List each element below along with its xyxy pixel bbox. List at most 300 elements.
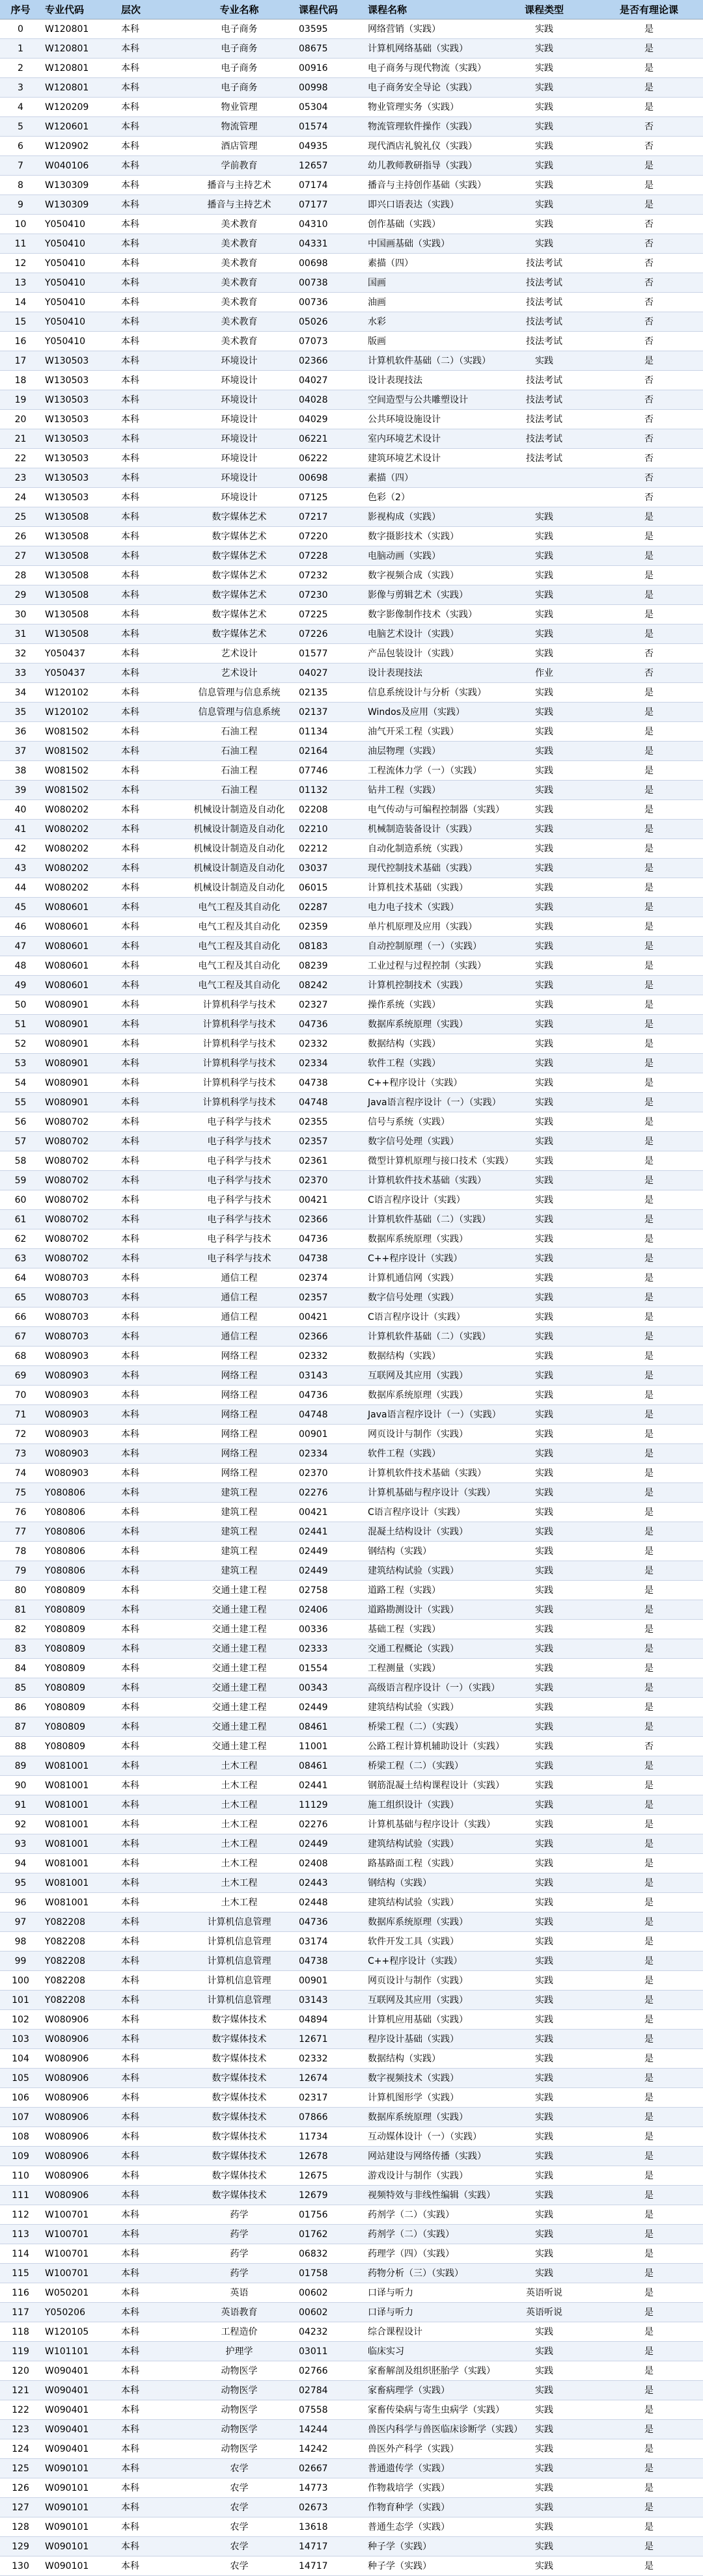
course-type: 技法考试 bbox=[493, 449, 595, 468]
major-name: 数字媒体技术 bbox=[184, 2069, 295, 2088]
course-type: 实践 bbox=[493, 1581, 595, 1600]
course-name: 计算机控制技术（实践） bbox=[364, 976, 493, 995]
course-name: 计算机网络基础（实践） bbox=[364, 39, 493, 59]
course-type: 实践 bbox=[493, 2088, 595, 2108]
has-theory: 是 bbox=[595, 1015, 703, 1034]
has-theory: 是 bbox=[595, 1327, 703, 1347]
course-code: 12675 bbox=[295, 2166, 364, 2186]
major-name: 计算机信息管理 bbox=[184, 1912, 295, 1932]
major-name: 石油工程 bbox=[184, 781, 295, 800]
table-row bbox=[0, 1776, 703, 1795]
major-code: W081502 bbox=[41, 761, 117, 781]
major-code: W080903 bbox=[41, 1366, 117, 1386]
table-row bbox=[0, 1366, 703, 1386]
course-name: 网站建设与网络传播（实践） bbox=[364, 2147, 493, 2166]
course-type: 实践 bbox=[493, 722, 595, 742]
course-type: 实践 bbox=[493, 1698, 595, 1717]
course-name: 计算机基础与程序设计（实践） bbox=[364, 1815, 493, 1834]
row-index: 46 bbox=[0, 917, 41, 937]
major-code: W050201 bbox=[41, 2283, 117, 2303]
major-code: W130508 bbox=[41, 507, 117, 527]
major-name: 计算机科学与技术 bbox=[184, 1073, 295, 1093]
table-row bbox=[0, 2264, 703, 2283]
course-code: 08675 bbox=[295, 39, 364, 59]
table-row bbox=[0, 1444, 703, 1464]
level: 本科 bbox=[117, 1054, 184, 1073]
course-type: 实践 bbox=[493, 742, 595, 761]
has-theory: 是 bbox=[595, 800, 703, 820]
major-name: 物业管理 bbox=[184, 98, 295, 117]
major-name: 美术教育 bbox=[184, 332, 295, 351]
row-index: 108 bbox=[0, 2127, 41, 2147]
course-type: 实践 bbox=[493, 1717, 595, 1737]
course-type: 实践 bbox=[493, 1737, 595, 1756]
table-row bbox=[0, 117, 703, 137]
row-index: 111 bbox=[0, 2186, 41, 2205]
has-theory: 是 bbox=[595, 1952, 703, 1971]
course-name: 高级语言程序设计（一）（实践） bbox=[364, 1678, 493, 1698]
table-row bbox=[0, 546, 703, 566]
course-code: 12657 bbox=[295, 156, 364, 176]
course-code: 11001 bbox=[295, 1737, 364, 1756]
header-course-type: 课程类型 bbox=[493, 0, 595, 20]
major-code: W080702 bbox=[41, 1190, 117, 1210]
table-row bbox=[0, 410, 703, 429]
major-code: W040106 bbox=[41, 156, 117, 176]
major-code: W081001 bbox=[41, 1815, 117, 1834]
table-row bbox=[0, 1015, 703, 1034]
course-type: 实践 bbox=[493, 1347, 595, 1366]
major-name: 电气工程及其自动化 bbox=[184, 898, 295, 917]
course-name: 数字视频技术（实践） bbox=[364, 2069, 493, 2088]
table-row bbox=[0, 1952, 703, 1971]
table-row bbox=[0, 761, 703, 781]
major-name: 美术教育 bbox=[184, 234, 295, 254]
table-row bbox=[0, 644, 703, 664]
major-code: W130503 bbox=[41, 371, 117, 390]
course-type: 实践 bbox=[493, 898, 595, 917]
course-name: 数据库系统原理（实践） bbox=[364, 1229, 493, 1249]
level: 本科 bbox=[117, 1366, 184, 1386]
course-name: 工程流体力学（一）（实践） bbox=[364, 761, 493, 781]
course-code: 04738 bbox=[295, 1249, 364, 1268]
major-name: 美术教育 bbox=[184, 215, 295, 234]
course-type: 实践 bbox=[493, 2400, 595, 2420]
row-index: 67 bbox=[0, 1327, 41, 1347]
level: 本科 bbox=[117, 995, 184, 1015]
has-theory: 是 bbox=[595, 1756, 703, 1776]
course-code: 00698 bbox=[295, 254, 364, 273]
major-code: W080901 bbox=[41, 1034, 117, 1054]
course-code: 04935 bbox=[295, 137, 364, 156]
major-code: W120102 bbox=[41, 703, 117, 722]
course-type: 实践 bbox=[493, 2264, 595, 2283]
course-type: 实践 bbox=[493, 2498, 595, 2517]
major-code: W080702 bbox=[41, 1132, 117, 1151]
row-index: 88 bbox=[0, 1737, 41, 1756]
header-major-code: 专业代码 bbox=[41, 0, 117, 20]
has-theory: 否 bbox=[595, 468, 703, 488]
level: 本科 bbox=[117, 2478, 184, 2498]
row-index: 119 bbox=[0, 2342, 41, 2361]
course-type: 实践 bbox=[493, 2556, 595, 2576]
major-name: 电气工程及其自动化 bbox=[184, 976, 295, 995]
course-type: 实践 bbox=[493, 2537, 595, 2556]
header-level: 层次 bbox=[117, 0, 184, 20]
table-row bbox=[0, 2439, 703, 2459]
course-code: 11734 bbox=[295, 2127, 364, 2147]
has-theory: 是 bbox=[595, 2264, 703, 2283]
table-row bbox=[0, 351, 703, 371]
has-theory: 是 bbox=[595, 2400, 703, 2420]
course-type: 实践 bbox=[493, 1834, 595, 1854]
major-code: W080202 bbox=[41, 839, 117, 859]
course-code: 02406 bbox=[295, 1600, 364, 1620]
level: 本科 bbox=[117, 273, 184, 293]
table-row bbox=[0, 2147, 703, 2166]
has-theory: 是 bbox=[595, 1581, 703, 1600]
major-code: W090401 bbox=[41, 2381, 117, 2400]
row-index: 90 bbox=[0, 1776, 41, 1795]
major-name: 数字媒体艺术 bbox=[184, 527, 295, 546]
course-name: 数字影像制作技术（实践） bbox=[364, 605, 493, 624]
course-code: 14242 bbox=[295, 2439, 364, 2459]
major-name: 农学 bbox=[184, 2517, 295, 2537]
major-name: 电子科学与技术 bbox=[184, 1229, 295, 1249]
has-theory: 是 bbox=[595, 507, 703, 527]
course-name: 播音与主持创作基础（实践） bbox=[364, 176, 493, 195]
course-name: 空间造型与公共雕塑设计 bbox=[364, 390, 493, 410]
course-code: 02449 bbox=[295, 1542, 364, 1561]
level: 本科 bbox=[117, 1308, 184, 1327]
row-index: 34 bbox=[0, 683, 41, 703]
row-index: 38 bbox=[0, 761, 41, 781]
course-name: 计算机图形学（实践） bbox=[364, 2088, 493, 2108]
course-name: 计算机基础与程序设计（实践） bbox=[364, 1483, 493, 1503]
course-code: 07225 bbox=[295, 605, 364, 624]
major-name: 电子商务 bbox=[184, 78, 295, 98]
has-theory: 是 bbox=[595, 1347, 703, 1366]
table-row bbox=[0, 1190, 703, 1210]
major-code: W080906 bbox=[41, 2069, 117, 2088]
course-type: 实践 bbox=[493, 1151, 595, 1171]
level: 本科 bbox=[117, 2244, 184, 2264]
level: 本科 bbox=[117, 1327, 184, 1347]
course-code: 01762 bbox=[295, 2225, 364, 2244]
table-row bbox=[0, 1834, 703, 1854]
has-theory: 是 bbox=[595, 1600, 703, 1620]
has-theory: 是 bbox=[595, 1503, 703, 1522]
major-name: 动物医学 bbox=[184, 2400, 295, 2420]
has-theory: 是 bbox=[595, 2225, 703, 2244]
table-row bbox=[0, 1561, 703, 1581]
level: 本科 bbox=[117, 78, 184, 98]
header-index: 序号 bbox=[0, 0, 41, 20]
has-theory: 是 bbox=[595, 742, 703, 761]
level: 本科 bbox=[117, 2342, 184, 2361]
course-type: 实践 bbox=[493, 2108, 595, 2127]
level: 本科 bbox=[117, 1151, 184, 1171]
major-name: 计算机科学与技术 bbox=[184, 1093, 295, 1112]
major-code: W080906 bbox=[41, 2049, 117, 2069]
level: 本科 bbox=[117, 839, 184, 859]
major-name: 土木工程 bbox=[184, 1815, 295, 1834]
has-theory: 是 bbox=[595, 156, 703, 176]
table-row bbox=[0, 2303, 703, 2322]
course-type: 实践 bbox=[493, 1229, 595, 1249]
row-index: 115 bbox=[0, 2264, 41, 2283]
course-type: 实践 bbox=[493, 1093, 595, 1112]
course-code: 01554 bbox=[295, 1659, 364, 1678]
table-row bbox=[0, 1678, 703, 1698]
row-index: 50 bbox=[0, 995, 41, 1015]
table-row bbox=[0, 781, 703, 800]
row-index: 51 bbox=[0, 1015, 41, 1034]
table-row bbox=[0, 2049, 703, 2069]
table-row bbox=[0, 1171, 703, 1190]
table-row bbox=[0, 605, 703, 624]
has-theory: 否 bbox=[595, 215, 703, 234]
major-name: 工程造价 bbox=[184, 2322, 295, 2342]
has-theory: 是 bbox=[595, 917, 703, 937]
table-row bbox=[0, 1873, 703, 1893]
has-theory: 是 bbox=[595, 976, 703, 995]
table-row bbox=[0, 176, 703, 195]
course-code: 12671 bbox=[295, 2030, 364, 2049]
level: 本科 bbox=[117, 820, 184, 839]
has-theory: 是 bbox=[595, 1073, 703, 1093]
table-row bbox=[0, 995, 703, 1015]
major-name: 动物医学 bbox=[184, 2439, 295, 2459]
course-code: 00901 bbox=[295, 1971, 364, 1991]
table-row bbox=[0, 1034, 703, 1054]
table-row bbox=[0, 2205, 703, 2225]
major-code: W080906 bbox=[41, 2010, 117, 2030]
course-type: 实践 bbox=[493, 1756, 595, 1776]
course-name: 国画 bbox=[364, 273, 493, 293]
table-row bbox=[0, 1288, 703, 1308]
course-code: 08183 bbox=[295, 937, 364, 956]
level: 本科 bbox=[117, 1620, 184, 1639]
major-code: W130309 bbox=[41, 176, 117, 195]
course-type: 实践 bbox=[493, 1952, 595, 1971]
course-type: 实践 bbox=[493, 1073, 595, 1093]
course-name: 家畜病理学（实践） bbox=[364, 2381, 493, 2400]
course-type: 实践 bbox=[493, 527, 595, 546]
major-code: W080906 bbox=[41, 2166, 117, 2186]
course-type: 技法考试 bbox=[493, 312, 595, 332]
major-name: 石油工程 bbox=[184, 742, 295, 761]
major-name: 数字媒体艺术 bbox=[184, 605, 295, 624]
major-code: W080703 bbox=[41, 1308, 117, 1327]
has-theory: 是 bbox=[595, 605, 703, 624]
course-name: 创作基础（实践） bbox=[364, 215, 493, 234]
table-row bbox=[0, 585, 703, 605]
has-theory: 是 bbox=[595, 195, 703, 215]
table-row bbox=[0, 312, 703, 332]
course-name: 信号与系统（实践） bbox=[364, 1112, 493, 1132]
table-row bbox=[0, 1054, 703, 1073]
table-row bbox=[0, 878, 703, 898]
table-row bbox=[0, 683, 703, 703]
course-type: 实践 bbox=[493, 2049, 595, 2069]
major-name: 电子科学与技术 bbox=[184, 1190, 295, 1210]
course-code: 02366 bbox=[295, 1327, 364, 1347]
table-row bbox=[0, 215, 703, 234]
course-type: 实践 bbox=[493, 781, 595, 800]
course-name: 水彩 bbox=[364, 312, 493, 332]
has-theory: 是 bbox=[595, 1971, 703, 1991]
level: 本科 bbox=[117, 2400, 184, 2420]
level: 本科 bbox=[117, 761, 184, 781]
major-name: 网络工程 bbox=[184, 1386, 295, 1405]
level: 本科 bbox=[117, 859, 184, 878]
has-theory: 否 bbox=[595, 429, 703, 449]
table-row bbox=[0, 1756, 703, 1776]
major-code: W120105 bbox=[41, 2322, 117, 2342]
course-code: 00336 bbox=[295, 1620, 364, 1639]
has-theory: 否 bbox=[595, 273, 703, 293]
level: 本科 bbox=[117, 624, 184, 644]
course-type: 技法考试 bbox=[493, 371, 595, 390]
row-index: 101 bbox=[0, 1991, 41, 2010]
level: 本科 bbox=[117, 683, 184, 703]
major-name: 机械设计制造及自动化 bbox=[184, 800, 295, 820]
course-name: 普通生态学（实践） bbox=[364, 2517, 493, 2537]
course-code: 02333 bbox=[295, 1639, 364, 1659]
has-theory: 是 bbox=[595, 2049, 703, 2069]
major-name: 计算机信息管理 bbox=[184, 1932, 295, 1952]
level: 本科 bbox=[117, 1405, 184, 1425]
major-code: W130508 bbox=[41, 527, 117, 546]
level: 本科 bbox=[117, 351, 184, 371]
has-theory: 是 bbox=[595, 527, 703, 546]
course-type: 实践 bbox=[493, 1132, 595, 1151]
major-name: 药学 bbox=[184, 2205, 295, 2225]
major-name: 护理学 bbox=[184, 2342, 295, 2361]
major-code: Y080806 bbox=[41, 1561, 117, 1581]
table-row bbox=[0, 273, 703, 293]
row-index: 113 bbox=[0, 2225, 41, 2244]
level: 本科 bbox=[117, 2205, 184, 2225]
row-index: 45 bbox=[0, 898, 41, 917]
major-code: Y080809 bbox=[41, 1678, 117, 1698]
major-name: 农学 bbox=[184, 2498, 295, 2517]
has-theory: 是 bbox=[595, 1249, 703, 1268]
major-code: Y080809 bbox=[41, 1639, 117, 1659]
course-type: 实践 bbox=[493, 1620, 595, 1639]
table-row bbox=[0, 1698, 703, 1717]
course-name: 影像与剪辑艺术（实践） bbox=[364, 585, 493, 605]
row-index: 114 bbox=[0, 2244, 41, 2264]
level: 本科 bbox=[117, 2303, 184, 2322]
course-type: 实践 bbox=[493, 98, 595, 117]
table-row bbox=[0, 1737, 703, 1756]
major-name: 数字媒体技术 bbox=[184, 2186, 295, 2205]
has-theory: 是 bbox=[595, 2361, 703, 2381]
major-code: Y050410 bbox=[41, 234, 117, 254]
course-code: 08242 bbox=[295, 976, 364, 995]
course-name: 工业过程与过程控制（实践） bbox=[364, 956, 493, 976]
level: 本科 bbox=[117, 1112, 184, 1132]
course-name: 油画 bbox=[364, 293, 493, 312]
course-name: 建筑结构试验（实践） bbox=[364, 1698, 493, 1717]
level: 本科 bbox=[117, 1210, 184, 1229]
course-code: 02137 bbox=[295, 703, 364, 722]
level: 本科 bbox=[117, 2010, 184, 2030]
has-theory: 是 bbox=[595, 1834, 703, 1854]
level: 本科 bbox=[117, 59, 184, 78]
row-index: 57 bbox=[0, 1132, 41, 1151]
table-row bbox=[0, 39, 703, 59]
row-index: 23 bbox=[0, 468, 41, 488]
row-index: 78 bbox=[0, 1542, 41, 1561]
has-theory: 否 bbox=[595, 644, 703, 664]
major-name: 交通土建工程 bbox=[184, 1678, 295, 1698]
row-index: 3 bbox=[0, 78, 41, 98]
course-type: 英语听说 bbox=[493, 2303, 595, 2322]
has-theory: 是 bbox=[595, 1991, 703, 2010]
course-code: 08461 bbox=[295, 1756, 364, 1776]
course-code: 14717 bbox=[295, 2537, 364, 2556]
row-index: 69 bbox=[0, 1366, 41, 1386]
major-name: 动物医学 bbox=[184, 2361, 295, 2381]
has-theory: 是 bbox=[595, 1112, 703, 1132]
table-row bbox=[0, 254, 703, 273]
table-row bbox=[0, 1347, 703, 1366]
row-index: 56 bbox=[0, 1112, 41, 1132]
level: 本科 bbox=[117, 507, 184, 527]
major-name: 土木工程 bbox=[184, 1854, 295, 1873]
level: 本科 bbox=[117, 312, 184, 332]
row-index: 71 bbox=[0, 1405, 41, 1425]
row-index: 95 bbox=[0, 1873, 41, 1893]
course-code: 02210 bbox=[295, 820, 364, 839]
major-code: Y050410 bbox=[41, 254, 117, 273]
course-name: 电气传动与可编程控制器（实践） bbox=[364, 800, 493, 820]
course-code: 06832 bbox=[295, 2244, 364, 2264]
row-index: 122 bbox=[0, 2400, 41, 2420]
table-row bbox=[0, 429, 703, 449]
major-code: W130309 bbox=[41, 195, 117, 215]
level: 本科 bbox=[117, 1386, 184, 1405]
course-code: 02212 bbox=[295, 839, 364, 859]
course-name: 中国画基础（实践） bbox=[364, 234, 493, 254]
row-index: 130 bbox=[0, 2556, 41, 2576]
table-row bbox=[0, 566, 703, 585]
row-index: 116 bbox=[0, 2283, 41, 2303]
table-body bbox=[0, 20, 703, 2576]
course-code: 00421 bbox=[295, 1308, 364, 1327]
row-index: 14 bbox=[0, 293, 41, 312]
major-name: 土木工程 bbox=[184, 1893, 295, 1912]
major-name: 数字媒体技术 bbox=[184, 2127, 295, 2147]
course-code: 02449 bbox=[295, 1698, 364, 1717]
level: 本科 bbox=[117, 468, 184, 488]
row-index: 0 bbox=[0, 20, 41, 39]
level: 本科 bbox=[117, 117, 184, 137]
course-type: 实践 bbox=[493, 156, 595, 176]
course-name: 现代控制技术基础（实践） bbox=[364, 859, 493, 878]
major-name: 艺术设计 bbox=[184, 664, 295, 683]
row-index: 59 bbox=[0, 1171, 41, 1190]
course-type: 实践 bbox=[493, 2166, 595, 2186]
major-name: 数字媒体技术 bbox=[184, 2030, 295, 2049]
course-code: 02135 bbox=[295, 683, 364, 703]
major-name: 环境设计 bbox=[184, 488, 295, 507]
level: 本科 bbox=[117, 2556, 184, 2576]
major-name: 机械设计制造及自动化 bbox=[184, 820, 295, 839]
